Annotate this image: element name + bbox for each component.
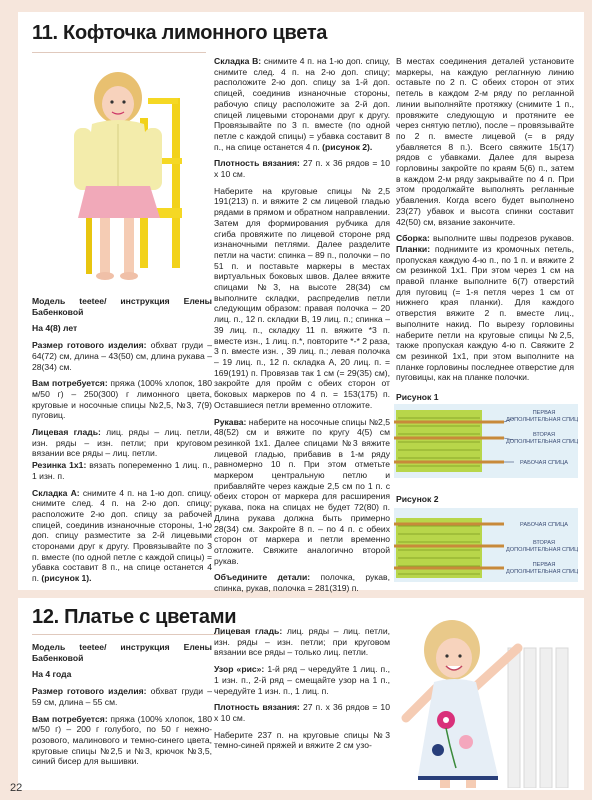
svg-text:ДОПОЛНИТЕЛЬНАЯ СПИЦА: ДОПОЛНИТЕЛЬНАЯ СПИЦА — [506, 439, 578, 445]
column-1 — [32, 642, 212, 773]
figure-2-caption: Рисунок 2 — [396, 494, 439, 504]
size-paragraph: Размер готового изделия: обхват груди – 64(72) см, длина – 43(50) см, длина рукава – 28(34) см. — [32, 340, 212, 372]
figure-2-diagram — [394, 508, 578, 582]
stockinette-paragraph: Лицевая гладь: лиц. ряды – лиц. петли, изн. ряды – изн. петли; при круговом вязании все ряды – только лиц. петли. — [214, 626, 391, 658]
section-12-panel — [18, 598, 584, 790]
svg-text:ДОПОЛНИТЕЛЬНАЯ СПИЦА: ДОПОЛНИТЕЛЬНАЯ СПИЦА — [506, 569, 578, 575]
assembly-paragraph: Сборка: выполните швы подрезов рукавов. Планки: поднимите из кромочных петель, пропуская каждую 4-ю п., по 1 п. и вяжите 2 см резинкой 1х1. При этом через 1 см на правой планке выполните 6(7) отверстий для пуговиц (= 1-я петля через 1 см от нижнего края планки). Для каждого отверстия вяжите 2 п. вместе лиц., выполните накид. По вырезу горловины наберите петли на круговые спицы №2,5, также пропуская каждую 4-ю п. Свяжите 2 см резинкой 1х1, при этом выполните на планке горловины последнее отверстие для пуговицы, как на планке полочки. — [396, 233, 574, 383]
materials-paragraph: Вам потребуется: пряжа (100% хлопок, 180 м/50 г) – 200 г голубого, по 50 г нежно-розового, малинового и темно-синего цвета, круговые спицы №2,5 и №3, крючок №3,5, синий бисер для вышивки. — [32, 713, 212, 767]
gauge-paragraph: Плотность вязания: 27 п. х 36 рядов = 10 х 10 см. — [214, 702, 390, 723]
fold-b-paragraph: Складка В: снимите 4 п. на 1-ю доп. спицу, снимите след. 4 п. на 2-ю доп. спицу; расположите 2-ю доп. спицу за 1-й доп. спицей, соединив изнаночные стороны, рабочую спицу расположите за 2-й доп. спицей лицевыми сторонами друг к другу. Провязывайте по 3 п. вместе (по одной петле с каждой спицы) = убавка составит 8 п., на спице останется 4 п. (рисунок 2). — [214, 56, 390, 152]
sleeves-paragraph: Рукава: наберите на носочные спицы №2,5 48(52) см и вяжите по кругу 4(5) см резинкой 1х1. Далее спицами №3 вяжите лицевой гладью, прибавив в 1-м ряду равномерно 10 п. При этом отметьте маркером центральную петлю и прибавляйте через каждые 2,5 см по 1 п. с обеих сторон от маркера для расширения рукава, пока на спицах не будет 72(80) п. Длина рукава должна быть примерно 28(34) см. Закройте 8 п. – по 4 п. с обеих сторон от маркера и петли временно отложите. Свяжите аналогично второй рукав. — [214, 416, 390, 566]
fold-a-paragraph: Складка А: снимите 4 п. на 1-ю доп. спицу, снимите след. 4 п. на 2-ю доп. спицу; расположите 2-ю доп. спицу за рабочей спицей, соединив изнаночные стороны, 1-ю доп. спицу разместите за 2-й лицевыми сторонами друг к другу. Провязывайте по 3 п. вместе (по одной петле с каждой спицы) = убавка составит 8 п., на спице останется 4 п. (рисунок 1). — [32, 487, 212, 584]
title-rule — [32, 634, 222, 635]
page-number: 22 — [10, 782, 23, 794]
join-paragraph: Объедините детали: полочка, рукав, спинка, рукав, полочка = 281(319) п. — [214, 572, 390, 594]
girl-flower-dress-photo — [400, 608, 578, 788]
figure-1-diagram — [394, 404, 578, 478]
column-3 — [396, 56, 574, 389]
figure-2-label-3: ПЕРВАЯ — [532, 562, 556, 568]
column-2 — [214, 626, 390, 757]
svg-text:ДОПОЛНИТЕЛЬНАЯ СПИЦА: ДОПОЛНИТЕЛЬНАЯ СПИЦА — [506, 547, 578, 553]
figure-1-label-3: РАБОЧАЯ СПИЦА — [520, 460, 568, 466]
stockinette-paragraph: Лицевая гладь: лиц. ряды – лиц. петли, изн. ряды – изн. петли; при круговом вязании все ряды – лиц. петли. — [32, 427, 212, 459]
age-label: На 4(8) лет — [32, 323, 78, 334]
figure-1-caption: Рисунок 1 — [396, 392, 439, 402]
gauge-paragraph: Плотность вязания: 27 п. х 36 рядов = 10 х 10 см. — [214, 158, 390, 180]
figure-2-label-1: РАБОЧАЯ СПИЦА — [520, 522, 568, 528]
column-1 — [32, 296, 212, 590]
model-credit: Модель teetee/ инструкция Елены Бабенковой — [32, 296, 212, 317]
section-11-panel — [18, 12, 584, 594]
girl-yellow-cardigan-photo — [52, 58, 202, 292]
model-credit: Модель teetee/ инструкция Елены Бабенковой — [32, 642, 212, 663]
rib-paragraph: Резинка 1х1: вязать попеременно 1 лиц. п., 1 изн. п. — [32, 460, 212, 481]
body-instructions: Наберите 237 п. на круговые спицы №3 темно-синей пряжей и вяжите 2 см узо- — [214, 729, 390, 751]
svg-text:ДОПОЛНИТЕЛЬНАЯ СПИЦА: ДОПОЛНИТЕЛЬНАЯ СПИЦА — [506, 417, 578, 423]
size-paragraph: Размер готового изделия: обхват груди – 59 см, длина – 55 см. — [32, 686, 212, 707]
body-instructions: Наберите на круговые спицы №2,5 191(213) п. и вяжите 2 см лицевой гладью рядами в прямом и обратном направлении. Затем для формирования рубчика для сгиба провяжите по лицевой стороне ряд изнаночными петлями. Далее разделите петли на части: спинка – 89 п., полочки – по 51 п. и поставьте маркеры в местах виртуальных боковых швов. Далее вяжите спицами №3, на высоте 28(34) см выполните складки, распределив петли следующим образом: правая полочка – 20 лиц. п., 12 п. складки В, 19 лиц. п.; спинка – 39 лиц. п., складку 11 п. вяжите *3 п. вместе изн., 1 лиц. п.*, повторите *-* 2 раза, 3 п. вместе изн. , 39 лиц. п.; левая полочка – 19 лиц. п., 12 п. складка А, 20 лиц. п. = 169(191) п. Провязав так 1 см (= 29(35) см), закройте для пройм с обеих сторон от боковых маркеров по 4 п. = 153(175) п. Оставшиеся петли временно отложите. — [214, 185, 390, 410]
figure-1-label-1: ПЕРВАЯ — [532, 410, 556, 416]
materials-paragraph: Вам потребуется: пряжа (100% хлопок, 180 м/50 г) – 250(300) г лимонного цвета, круговые и носочные спицы №2,5, №3, 7(9) пуговиц. — [32, 378, 212, 421]
section-11-title: 11. Кофточка лимонного цвета — [32, 22, 328, 44]
column-2 — [214, 56, 390, 600]
title-rule — [32, 52, 206, 53]
figure-1-label-2: ВТОРАЯ — [533, 432, 555, 438]
age-label: На 4 года — [32, 669, 72, 680]
figure-2-label-2: ВТОРАЯ — [533, 540, 555, 546]
pattern-paragraph: Узор «рис»: 1-й ряд – чередуйте 1 лиц. п., 1 изн. п., 2-й ряд – смещайте узор на 1 п., чередуйте 1 изн. п., 1 лиц. п. — [214, 664, 390, 696]
section-12-title: 12. Платье с цветами — [32, 606, 237, 628]
raglan-paragraph: В местах соединения деталей установите маркеры, на каждую реглагнную линию оставьте по 2 п. С обеих сторон от этих петель в каждом 2-м ряду по регланной линии выполняйте протяжку (снимите 1 п., провяжите следующую и протяните ее через снятую петлю), после – провязывайте по 2 п. вместе лицевой (= в ряду убавляется 8 п.). Всего свяжите 15(17) рядов с убавками. Далее для выреза горловины закройте по краям 5(6) п., затем в каждом 2-м ряду закрывайте по 4 п. При этом продолжайте выполнять регланные убавления. Когда всего будет выполнено 23(27) убавок и высота спинки составит 42(50) см, вязание закончите. — [396, 56, 574, 227]
